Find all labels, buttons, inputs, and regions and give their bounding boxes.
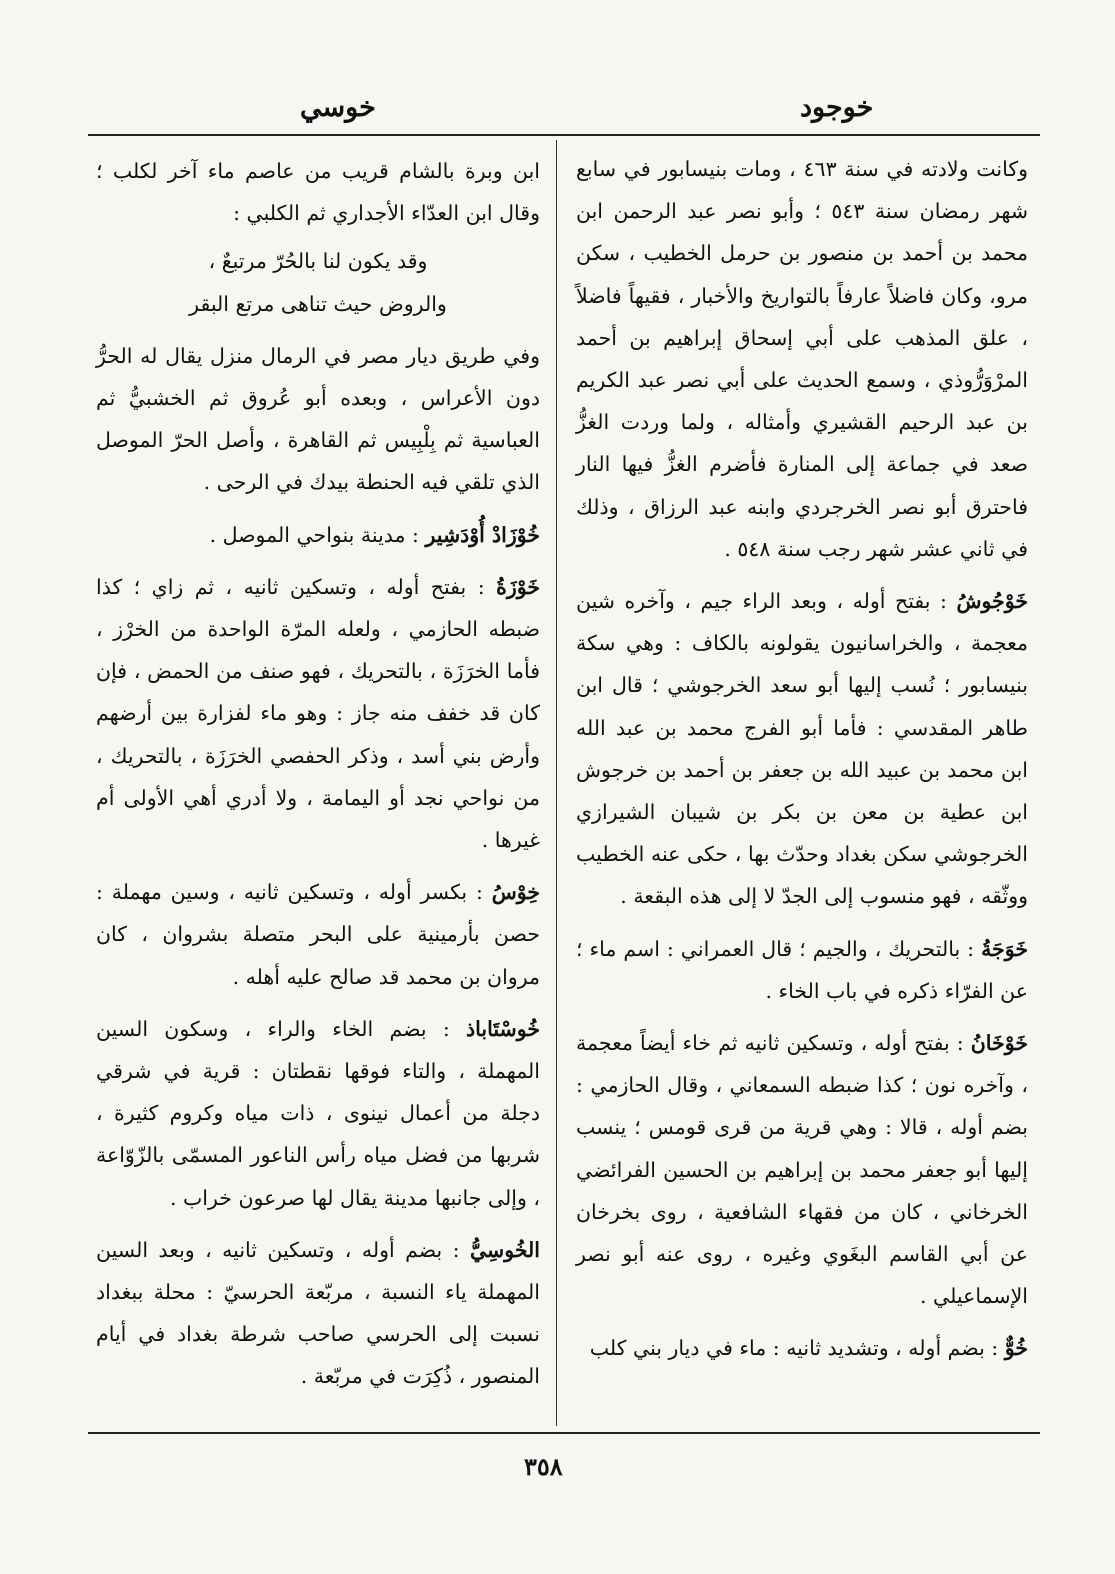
entry-khustabadh [96, 1008, 540, 1219]
headword: خَوْزَةُ [496, 574, 540, 599]
entry-continuation: ابن وبرة بالشام قريب من عاصم ماء آخر لكلب ؛ وقال ابن العدّاء الأجداري ثم الكلبي : [96, 159, 540, 226]
entry-text: : بفتح أوله ، وتسكين ثانيه ثم خاء أيضاً معجمة ، وآخره نون ؛ كذا ضبطه السمعاني ، وقال الحازمي : بضم أوله ، قالا : وهي قرية من قرى قومس ؛ ينسب إليها أبو جعفر محمد بن إبراهيم بن الحسين الفرائضي الخرخاني ، كان من فقهاء الشافعية ، روى بخرخان عن أبي القاسم البغَوي وغيره ، روى عنه أبو نصر الإسماعيلي . [576, 1031, 1028, 1309]
entry-khusi [96, 1229, 540, 1398]
top-rule [88, 134, 1040, 136]
entry-text: : بضم أوله ، وتشديد ثانيه : ماء في ديار بني كلب [589, 1336, 1005, 1361]
entry-text: : بفتح أوله ، وتسكين ثانيه ، ثم زاي ؛ كذا ضبطه الحازمي ، ولعله المرّة الواحدة من الخرْز ، فأما الخرَزَة ، بالتحريك ، فهو صنف من الحمض ، فإن كان قد خفف منه جاز : وهو ماء لفزارة بين أرضهم وأرض بني أسد ، وذكر الحفصي الخرَزَة ، بالتحريك ، من نواحي نجد أو اليمامة ، ولا أدري أهي الأولى أم غيرها . [96, 574, 540, 853]
headword: خُوٌّ [1004, 1336, 1028, 1361]
paragraph: وفي طريق ديار مصر في الرمال منزل يقال له الحرُّ دون الأعراس ، وبعده أبو عُروق ثم الخشبيُّ ثم العباسية ثم بِلْبِيس ثم القاهرة ، وأصل الحرّ الموصل الذي تلقي فيه الحنطة بيدك في الرحى . [96, 343, 540, 495]
headword: خُوْزَادْ أُوْدَشِير [425, 522, 540, 547]
headword: خَوَجَةُ [981, 936, 1028, 961]
verse-line-1: وقد يكون لنا بالحُرّ مرتبعٌ ، [208, 249, 428, 274]
entry-text: : مدينة بنواحي الموصل . [209, 522, 426, 547]
right-column [576, 148, 1028, 1370]
entry-text: : بكسر أوله ، وتسكين ثانيه ، وسين مهملة : حصن بأرمينية على البحر متصلة بشروان ، كان مروان بن محمد قد صالح عليه أهله . [96, 880, 540, 989]
headword: الخُوسِيُّ [469, 1237, 540, 1262]
left-column [96, 150, 540, 1398]
page-number: ٣٥٨ [524, 1452, 563, 1481]
entry-khuww [576, 1327, 1028, 1369]
entry-continuation: وكانت ولادته في سنة ٤٦٣ ، ومات بنيسابور في سابع شهر رمضان سنة ٥٤٣ ؛ وأبو نصر عبد الرحمن ابن محمد بن أحمد بن منصور بن حرمل الخطيب ، سكن مرو، وكان فاضلاً عارفاً بالتواريخ والأخبار ، فقيهاً فاضلاً ، علق المذهب على أبي إسحاق إبراهيم بن أحمد المرْوَرُّوذي ، وسمع الحديث على أبي نصر عبد الكريم بن عبد الرحيم القشيري وأمثاله ، ولما وردت الغزُّ صعد في جماعة إلى المنارة فأضرم الغزُّ فيها النار فاحترق أبو نصر الخرجردي وابنه عبد الرزاق ، وذلك في ثاني عشر شهر رجب سنة ٥٤٨ . [576, 157, 1029, 561]
running-head-left: خوسي [300, 92, 376, 123]
entry-text: : بالتحريك ، والجيم ؛ قال العمراني : اسم ماء ؛ عن الفرّاء ذكره في باب الخاء . [576, 936, 1028, 1003]
headword: خَوْجُوشُ [956, 589, 1028, 614]
headword: خُوسْتَاباذ [466, 1016, 540, 1041]
entry-khius [96, 871, 540, 998]
column-divider [556, 140, 557, 1426]
entry-text: : بضم أوله ، وتسكين ثانيه ، وبعد السين المهملة ياء النسبة ، مربّعة الحرسيّ : محلة ببغداد نسبت إلى الحرسي صاحب شرطة بغداد في أيام المنصور ، ذُكِرَت في مربّعة . [96, 1237, 540, 1389]
bottom-rule [88, 1432, 1040, 1434]
headword: خَوْخَانُ [970, 1031, 1028, 1056]
entry-text: : بفتح أوله ، وبعد الراء جيم ، وآخره شين معجمة ، والخراسانيون يقولونه بالكاف : وهي سكة بنيسابور ؛ نُسب إليها أبو سعد الخرجوشي ؛ قال ابن طاهر المقدسي : فأما أبو الفرج محمد بن عبد الله ابن محمد بن عبيد الله بن جعفر بن أحمد بن خرجوش ابن عطية بن معن بن بكر بن شيبان الشيرازي الخرجوشي سكن بغداد وحدّث بها ، حكى عنه الخطيب ووثّقه ، فهو منسوب إلى الجدّ لا إلى هذه البقعة . [576, 589, 1028, 909]
entry-text: : بضم الخاء والراء ، وسكون السين المهملة ، والتاء فوقها نقطتان : قرية في شرقي دجلة من أعمال نينوى ، ذات مياه وكروم كثيرة ، شربها من فضل مياه رأس الناعور المسمّى بالزّوّاعة ، وإلى جانبها مدينة يقال لها صرعون خراب . [96, 1016, 540, 1210]
headword: خِوْسُ [491, 880, 540, 905]
running-head-right: خوجود [800, 92, 874, 123]
entry-khawkhan [576, 1022, 1028, 1317]
entry-khawjush [576, 580, 1028, 918]
verse [96, 234, 540, 334]
entry-khawaja [576, 928, 1028, 1012]
entry-khawza [96, 566, 540, 861]
entry-khuzad-ardashir [96, 514, 540, 556]
verse-line-2: والروض حيث تناهى مرتع البقر [189, 291, 447, 316]
